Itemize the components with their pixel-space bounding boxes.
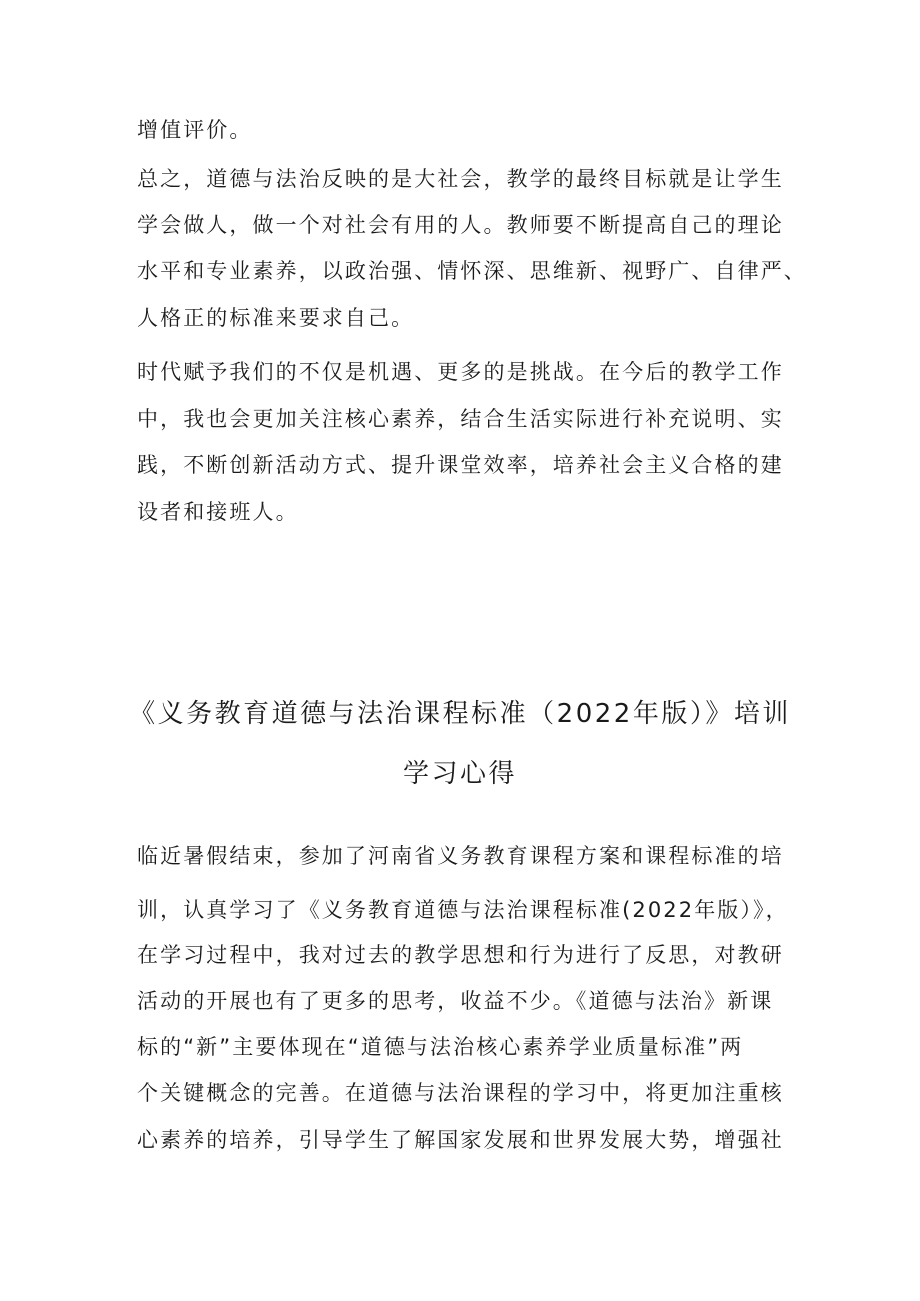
- document-title: 《义务教育道德与法治课程标准（2022年版）》培训: [129, 699, 791, 729]
- paragraph-line: 学会做人，做一个对社会有用的人。教师要不断提高自己的理论: [137, 213, 784, 237]
- paragraph-line: 在学习过程中，我对过去的教学思想和行为进行了反思，对教研: [137, 943, 784, 967]
- paragraph-line: 水平和专业素养，以政治强、情怀深、思维新、视野广、自律严、: [137, 259, 807, 283]
- paragraph-line: 增值评价。: [137, 118, 253, 142]
- paragraph-line: 设者和接班人。: [137, 500, 299, 524]
- paragraph-line: 临近暑假结束，参加了河南省义务教育课程方案和课程标准的培: [137, 844, 784, 868]
- paragraph-line: 个关键概念的完善。在道德与法治课程的学习中，将更加注重核: [137, 1081, 784, 1105]
- paragraph-line: 时代赋予我们的不仅是机遇、更多的是挑战。在今后的教学工作: [137, 360, 784, 384]
- document-title-continued: 学习心得: [402, 759, 517, 789]
- paragraph-line: 标的“新”主要体现在“道德与法治核心素养学业质量标准”两: [137, 1035, 744, 1059]
- paragraph-line: 心素养的培养，引导学生了解国家发展和世界发展大势，增强社: [137, 1128, 784, 1152]
- paragraph-line: 总之，道德与法治反映的是大社会，教学的最终目标就是让学生: [137, 167, 784, 191]
- paragraph-line: 人格正的标准来要求自己。: [137, 306, 415, 330]
- paragraph-line: 训，认真学习了《义务教育道德与法治课程标准(2022年版）》，: [137, 898, 789, 922]
- paragraph-line: 活动的开展也有了更多的思考，收益不少。《道德与法治》新课: [137, 989, 774, 1013]
- paragraph-line: 中，我也会更加关注核心素养，结合生活实际进行补充说明、实: [137, 407, 784, 431]
- paragraph-line: 践，不断创新活动方式、提升课堂效率，培养社会主义合格的建: [137, 453, 784, 477]
